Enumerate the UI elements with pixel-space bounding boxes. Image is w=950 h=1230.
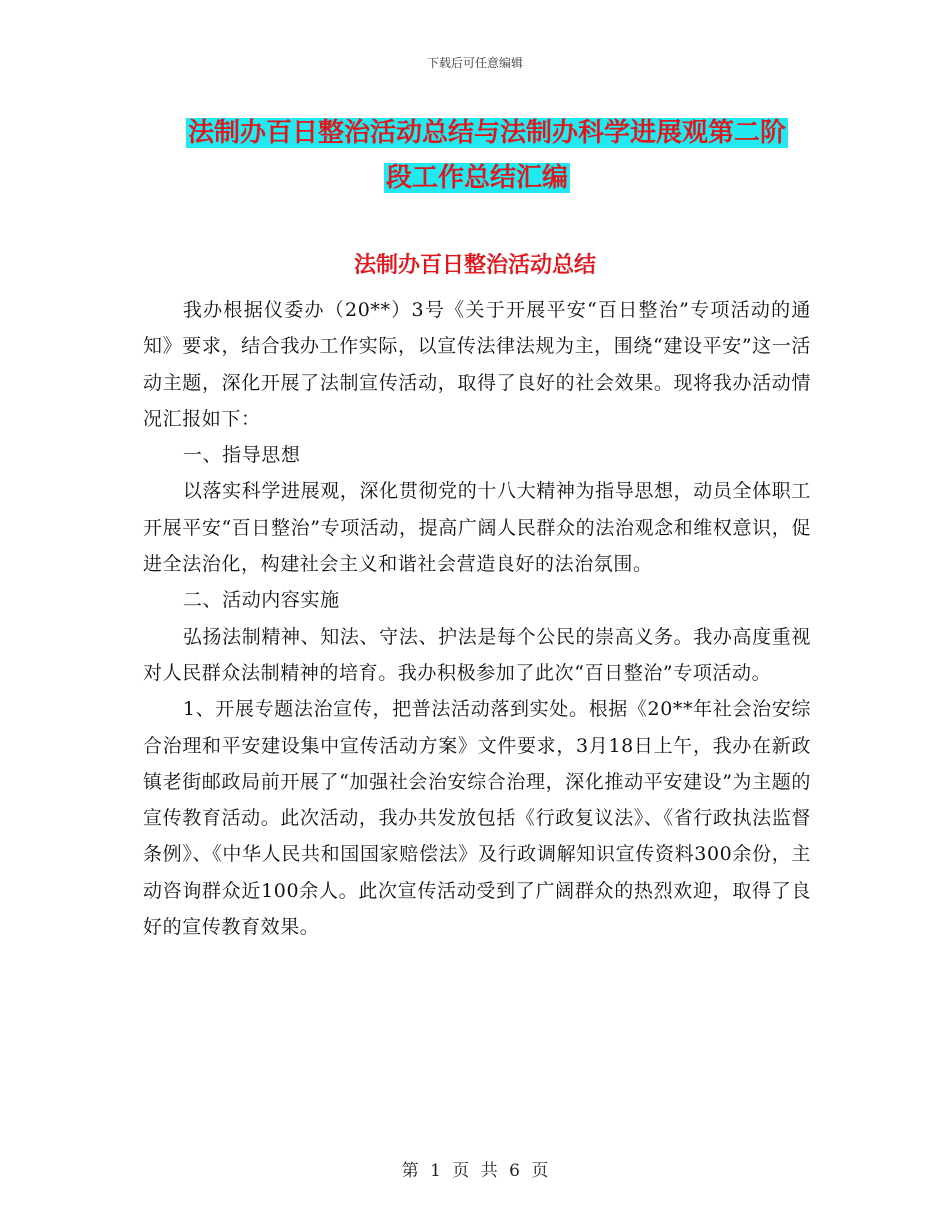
document-body	[143, 292, 811, 945]
heading-activity-content: 二、活动内容实施	[182, 589, 340, 612]
title-line-2: 段工作总结汇编	[385, 163, 568, 193]
section-title: 法制办百日整治活动总结	[353, 253, 596, 278]
paragraph-intro: 我办根据仪委办（20**）3号《关于开展平安“百日整治”专项活动的通知》要求，结合我办工作实际，以宣传法律法规为主，围绕“建设平安”这一活动主题，深化开展了法制宣传活动，取得了良好的社会效果。现将我办活动情况汇报如下：	[143, 299, 811, 430]
heading-guiding-ideology: 一、指导思想	[182, 444, 301, 467]
paragraph-guiding-ideology: 以落实科学进展观，深化贯彻党的十八大精神为指导思想，动员全体职工开展平安“百日整治”专项活动，提高广阔人民群众的法治观念和维权意识，促进全法治化，构建社会主义和谐社会营造良好的法治氛围。	[143, 480, 811, 576]
paragraph-item-1: 1、开展专题法治宣传，把普法活动落到实处。根据《20**年社会治安综合治理和平安建设集中宣传活动方案》文件要求，3月18日上午，我办在新政镇老街邮政局前开展了“加强社会治安综合治理，深化推动平安建设”为主题的宣传教育活动。此次活动，我办共发放包括《行政复议法》、《省行政执法监督条例》、《中华人民共和国国家赔偿法》及行政调解知识宣传资料300余份，主动咨询群众近100余人。此次宣传活动受到了广阔群众的热烈欢迎，取得了良好的宣传教育效果。	[143, 698, 811, 939]
page-footer: 第 1 页 共 6 页	[401, 1161, 549, 1181]
header-note: 下载后可任意编辑	[426, 56, 523, 70]
document-title	[0, 112, 950, 200]
title-line-1: 法制办百日整治活动总结与法制办科学进展观第二阶	[187, 118, 786, 148]
paragraph-activity-content: 弘扬法制精神、知法、守法、护法是每个公民的崇高义务。我办高度重视对人民群众法制精神的培育。我办积极参加了此次“百日整治”专项活动。	[143, 625, 811, 684]
